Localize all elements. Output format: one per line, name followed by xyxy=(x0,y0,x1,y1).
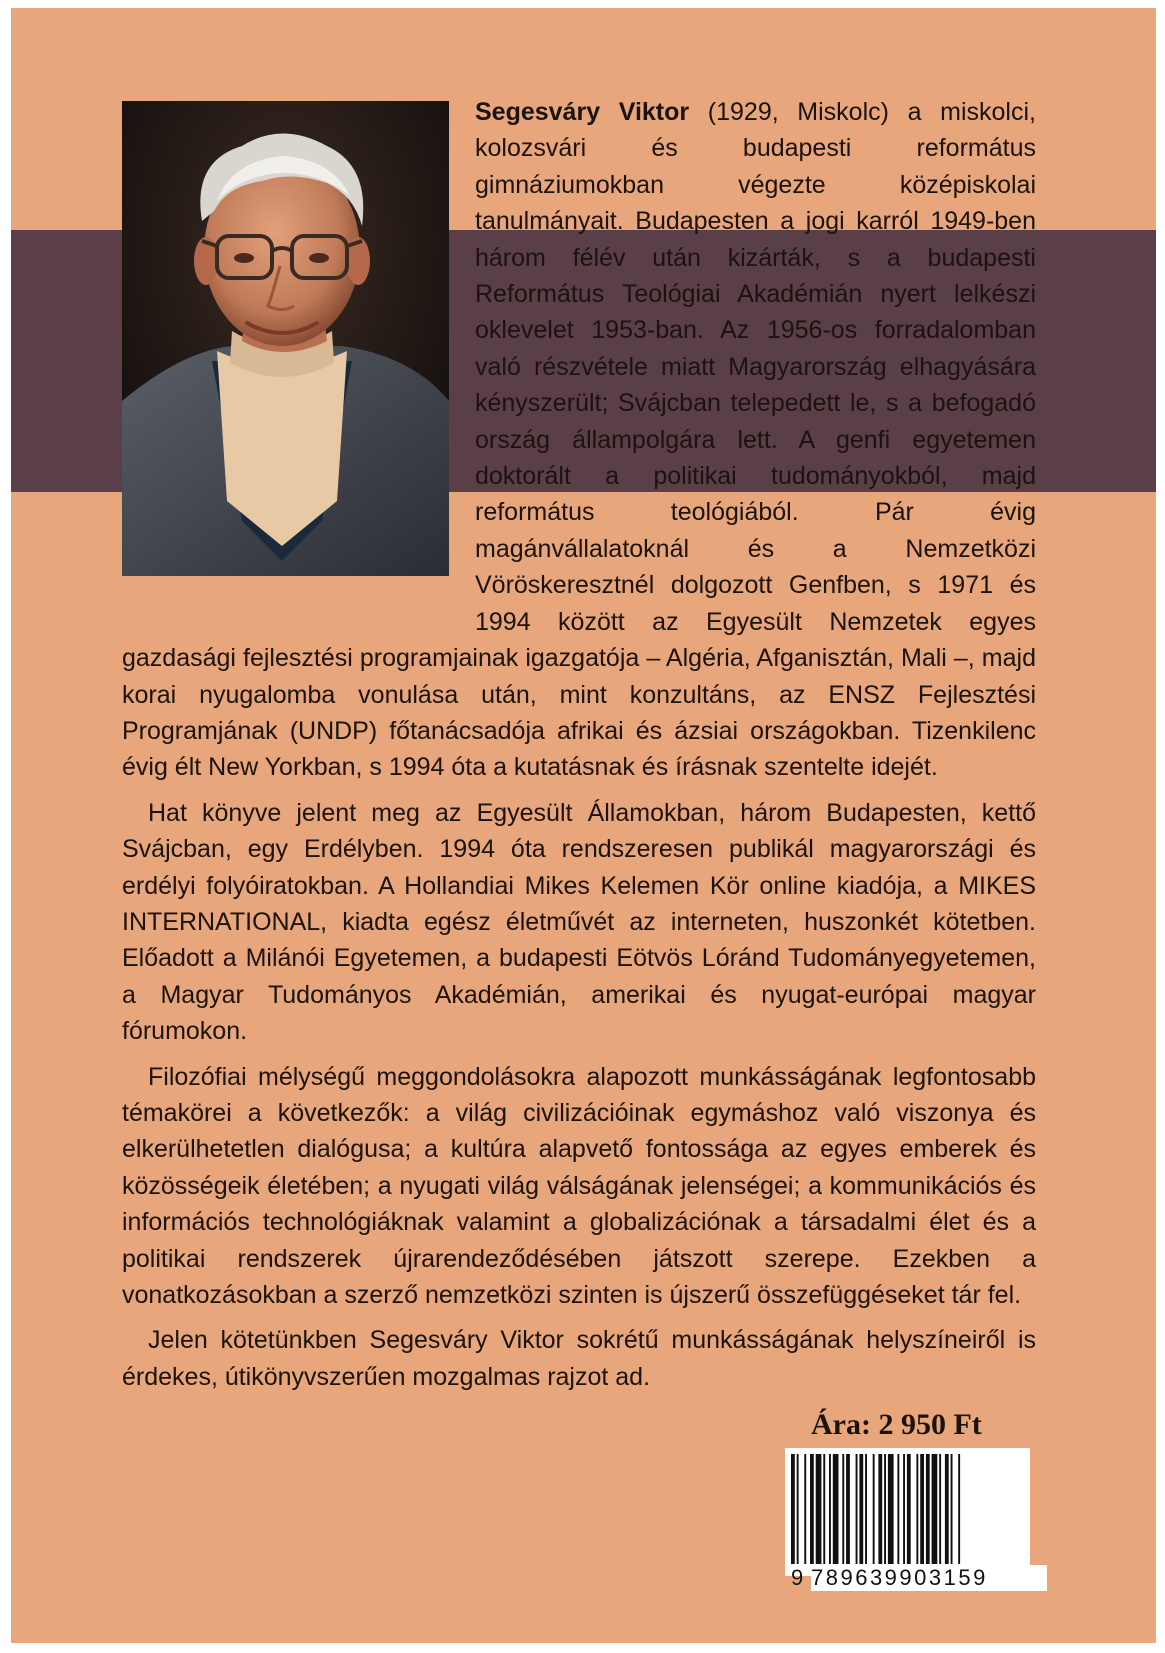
barcode-bar xyxy=(816,1454,822,1564)
barcode-bar xyxy=(884,1454,886,1564)
photo-wrap-spacer xyxy=(122,94,475,604)
price-label: Ára: 2 950 Ft xyxy=(811,1408,982,1441)
bio-paragraph-1-text: (1929, Miskolc) a miskolci, kolozsvári és budapesti református gimnáziumokban végezte középiskolai tanulmányait. Budapesten a jogi karról 1949-ben három félév után kizárták, s a budapesti Református Teológiai Akadémián nyert lelkészi oklevelet 1953-ban. Az 1956-os forradalomban való részvétele miatt Magyarország elhagyására kényszerült; Svájcban telepedett le, s a befogadó ország állampolgára lett. A genfi egyetemen doktorált a politikai tudományokból, majd református teológiából. Pár évig magánvállalatoknál és a Nemzetközi Vöröskeresztnél dolgozott Genfben, s 1971 és 1994 között az Egyesült Nemzetek egyes gazdasági fejlesztési programjainak igazgatója – Algéria, Afganisztán, Mali –, majd korai nyugalomba vonulása után, mint konzultáns, az ENSZ Fejlesztési Programjának (UNDP) főtanácsadója afrikai és ázsiai országokban. Tizenkilenc évig élt New Yorkban, s 1994 óta a kutatásnak és írásnak szentelte idejét. xyxy=(122,98,1036,782)
barcode-bar xyxy=(810,1454,814,1564)
bio-paragraph-3: Filozófiai mélységű meggondolásokra alapozott munkásságának legfontosabb témakörei a következők: a világ civilizációinak egymáshoz való viszonya és elkerülhetetlen dialógusa; a kultúra alapvető fontossága az egyes emberek és közösségeik életében; a nyugati világ válságának jelenségei; a kommunikációs és információs technológiáknak valamint a globalizációnak a társadalmi élet és a politikai rendszerek újrarendeződésében játszott szerepe. Ezekben a vonatkozásokban a szerző nemzetközi szinten is újszerű összefüggéseket tár fel. xyxy=(122,1062,1036,1309)
barcode-bar xyxy=(865,1454,867,1564)
isbn-number xyxy=(791,1565,1047,1591)
barcode-bar xyxy=(951,1454,953,1564)
isbn-lead-digit: 9 xyxy=(791,1565,806,1590)
barcode-bar xyxy=(920,1454,924,1564)
barcode-bar xyxy=(916,1454,918,1564)
isbn-digits: 789639903159 xyxy=(811,1565,988,1590)
barcode-bar xyxy=(856,1454,858,1564)
bio-paragraph-2: Hat könyve jelent meg az Egyesült Államokban, három Budapesten, kettő Svájcban, egy Erdélyben. 1994 óta rendszeresen publikál magyarországi és erdélyi folyóiratokban. A Hollandiai Mikes Kelemen Kör online kiadója, a MIKES INTERNATIONAL, kiadta egész életművét az interneten, huszonkét kötetben. Előadott a Milánói Egyetemen, a budapesti Eötvös Lóránd Tudományegyetemen, a Magyar Tudományos Akadémián, amerikai és nyugat-európai magyar fórumokon. xyxy=(122,798,1036,1046)
barcode-bar xyxy=(833,1454,839,1564)
barcode-bar xyxy=(945,1454,949,1564)
barcode-bar xyxy=(926,1454,930,1564)
barcode-bar xyxy=(804,1454,806,1564)
barcode-bar xyxy=(797,1454,799,1564)
barcode-bar xyxy=(897,1454,899,1564)
barcode-bar xyxy=(846,1454,850,1564)
barcode-bar xyxy=(823,1454,825,1564)
bio-paragraph-4: Jelen kötetünkben Segesváry Viktor sokrétű munkásságának helyszíneiről is érdekes, útikönyvszerűen mozgalmas rajzot ad. xyxy=(122,1326,1036,1391)
barcode-bar xyxy=(859,1454,863,1564)
back-cover xyxy=(11,8,1156,1643)
barcode-bar xyxy=(939,1454,941,1564)
barcode-bar xyxy=(873,1454,875,1564)
barcode-bar xyxy=(888,1454,894,1564)
barcode-bar xyxy=(878,1454,882,1564)
barcode-bar xyxy=(932,1454,938,1564)
barcode-bar xyxy=(907,1454,911,1564)
barcode-bar xyxy=(903,1454,905,1564)
barcode-bar xyxy=(842,1454,844,1564)
isbn-barcode xyxy=(785,1448,1030,1576)
author-biography xyxy=(122,94,1036,1404)
barcode-bar xyxy=(958,1454,960,1564)
barcode-bar xyxy=(829,1454,831,1564)
barcode-bar xyxy=(791,1454,795,1564)
author-name: Segesváry Viktor xyxy=(475,98,690,126)
